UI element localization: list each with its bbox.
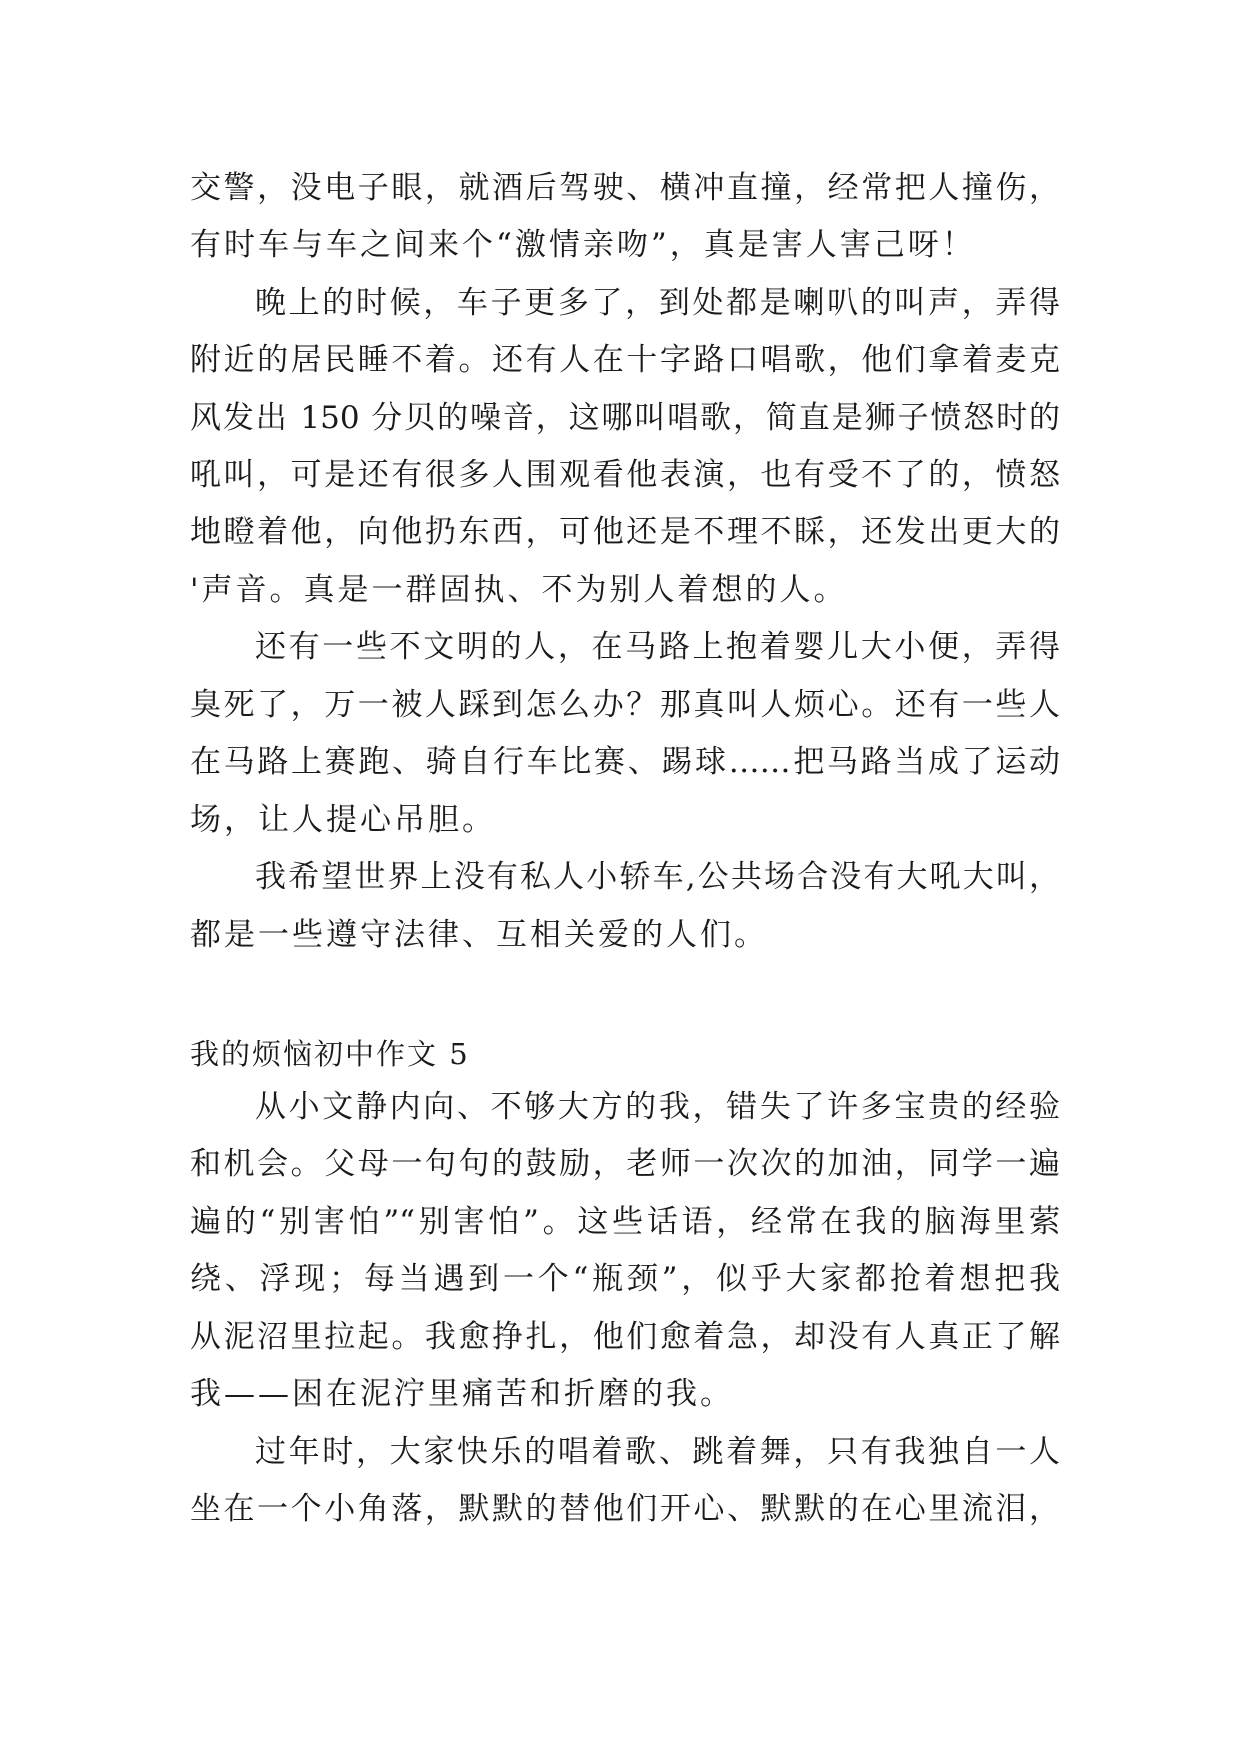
text-line: 有时车与车之间来个“激情亲吻”，真是害人害己呀！ [190,227,976,263]
text-line: 从泥沼里拉起。我愈挣扎，他们愈着急，却没有人真正了解 [190,1319,1060,1355]
text-line: 在马路上赛跑、骑自行车比赛、踢球……把马路当成了运动 [190,744,1060,780]
text-line: 都是一些遵守法律、互相关爱的人们。 [190,917,768,953]
text-line: 附近的居民睡不着。还有人在十字路口唱歌，他们拿着麦克 [190,342,1060,378]
text-line: 臭死了，万一被人踩到怎么办？那真叫人烦心。还有一些人 [190,687,1060,723]
text-line: 绕、浮现；每当遇到一个“瓶颈”，似乎大家都抢着想把我 [190,1261,1060,1297]
text-line: 我——困在泥泞里痛苦和折磨的我。 [190,1376,734,1412]
text-line: 交警，没电子眼，就酒后驾驶、横冲直撞，经常把人撞伤， [190,170,1060,206]
paragraph-start-line: 从小文静内向、不够大方的我，错失了许多宝贵的经验 [255,1089,1060,1125]
paragraph-start-line: 晚上的时候，车子更多了，到处都是喇叭的叫声，弄得 [255,285,1060,321]
text-line: 坐在一个小角落，默默的替他们开心、默默的在心里流泪， [190,1491,1060,1527]
paragraph-start-line: 我希望世界上没有私人小轿车,公共场合没有大吼大叫， [255,859,1060,895]
text-line: 遍的“别害怕”“别害怕”。这些话语，经常在我的脑海里萦 [190,1204,1060,1240]
text-line: '声音。真是一群固执、不为别人着想的人。 [190,572,848,608]
text-line: 场，让人提心吊胆。 [190,802,496,838]
text-line: 吼叫，可是还有很多人围观看他表演，也有受不了的，愤怒 [190,457,1060,493]
paragraph-start-line: 过年时，大家快乐的唱着歌、跳着舞，只有我独自一人 [255,1434,1060,1470]
paragraph-start-line: 还有一些不文明的人，在马路上抱着婴儿大小便，弄得 [255,629,1060,665]
text-line: 地瞪着他，向他扔东西，可他还是不理不睬，还发出更大的 [190,514,1060,550]
text-line: 风发出 150 分贝的噪音，这哪叫唱歌，简直是狮子愤怒时的 [190,400,1060,436]
essay-heading: 我的烦恼初中作文 5 [190,1037,470,1071]
text-line: 和机会。父母一句句的鼓励，老师一次次的加油，同学一遍 [190,1146,1060,1182]
